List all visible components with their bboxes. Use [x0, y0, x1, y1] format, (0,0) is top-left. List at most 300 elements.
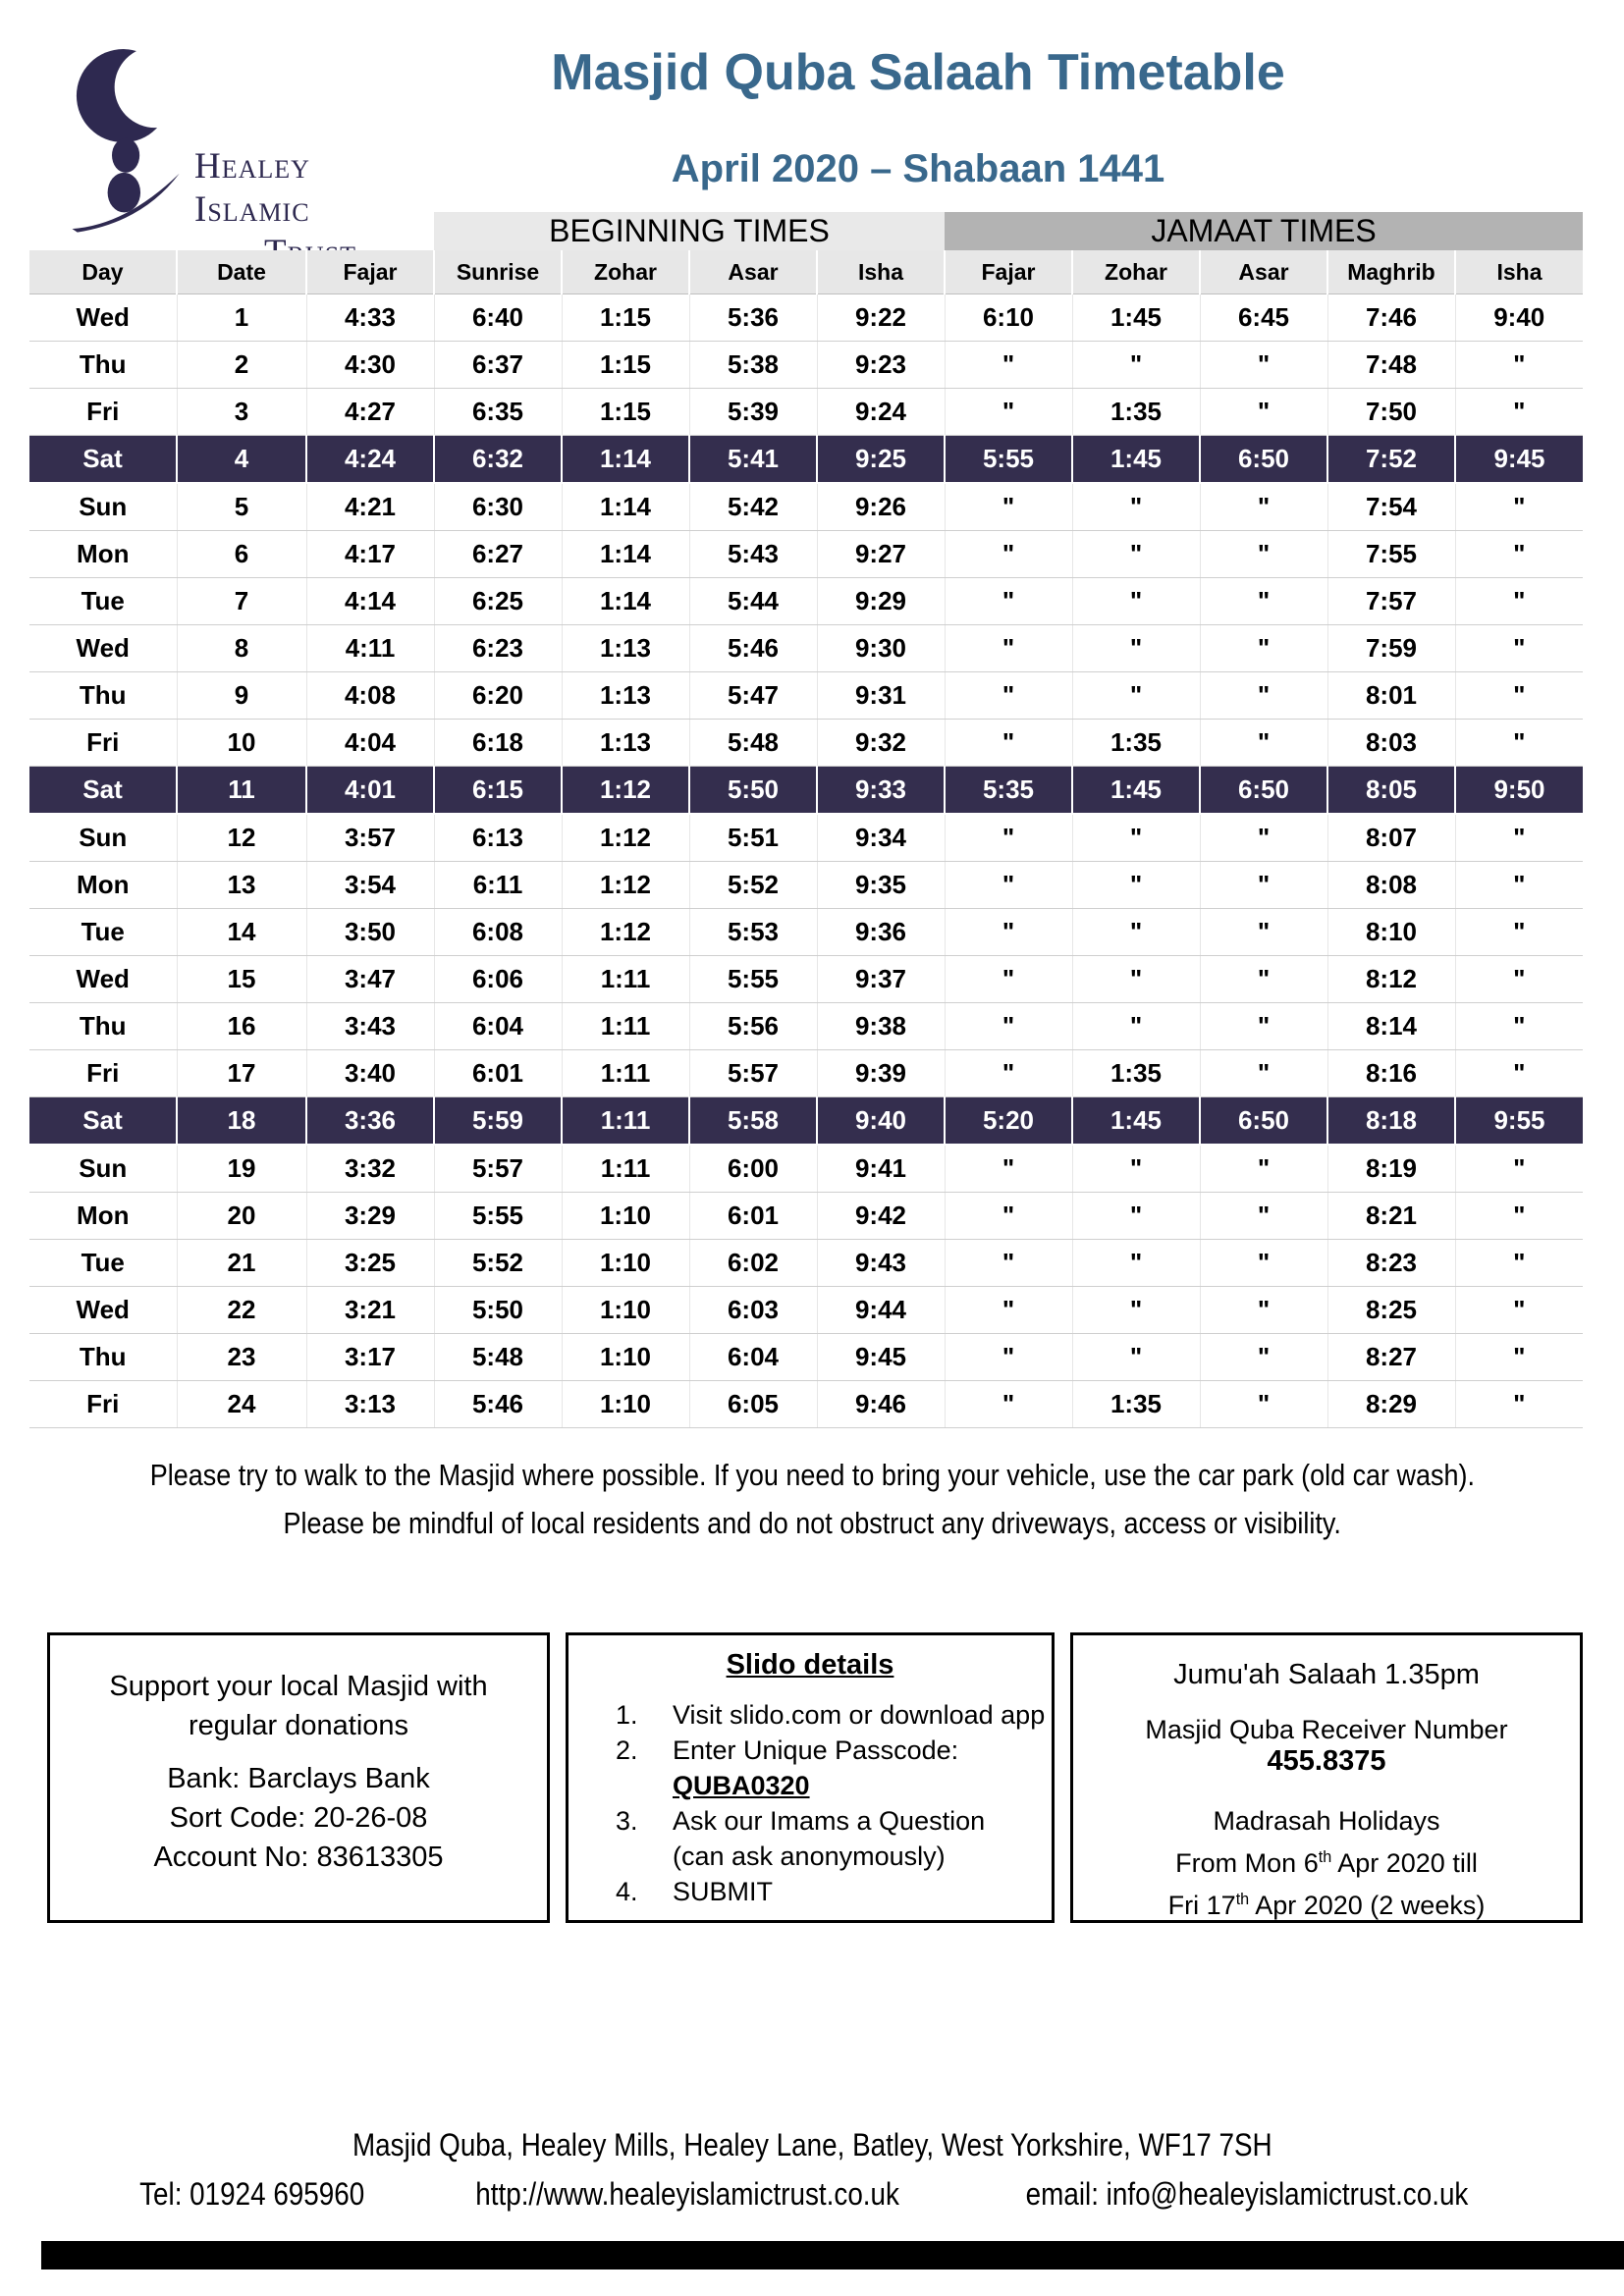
- time-cell: 8:23: [1327, 1240, 1455, 1287]
- day-cell: Tue: [29, 578, 177, 625]
- slido-item-2-text: [673, 1733, 1052, 1803]
- col-header-day: Day: [29, 250, 177, 294]
- time-cell: ": [1072, 862, 1200, 909]
- date-cell: 22: [177, 1287, 306, 1334]
- time-cell: ": [1455, 483, 1583, 531]
- time-cell: 5:43: [689, 531, 817, 578]
- table-row: [29, 862, 1583, 909]
- time-cell: 1:15: [562, 389, 689, 436]
- time-cell: 8:25: [1327, 1287, 1455, 1334]
- day-cell: Sat: [29, 767, 177, 815]
- time-cell: 1:12: [562, 862, 689, 909]
- day-cell: Wed: [29, 625, 177, 672]
- time-cell: 6:04: [689, 1334, 817, 1381]
- day-cell: Thu: [29, 672, 177, 720]
- time-cell: 3:13: [306, 1381, 434, 1428]
- day-cell: Fri: [29, 1050, 177, 1097]
- time-cell: 9:30: [817, 625, 945, 672]
- time-cell: 6:11: [434, 862, 562, 909]
- time-cell: ": [1200, 578, 1327, 625]
- time-cell: ": [945, 862, 1072, 909]
- time-cell: ": [945, 1050, 1072, 1097]
- time-cell: 8:21: [1327, 1193, 1455, 1240]
- slido-item-2-number: 2.: [616, 1735, 638, 1765]
- time-cell: 5:41: [689, 436, 817, 484]
- footer-address: Masjid Quba, Healey Mills, Healey Lane, Batley, West Yorkshire, WF17 7SH: [352, 2127, 1272, 2163]
- time-cell: 1:10: [562, 1287, 689, 1334]
- time-cell: 4:14: [306, 578, 434, 625]
- time-cell: 6:01: [434, 1050, 562, 1097]
- table-row: [29, 483, 1583, 531]
- time-cell: 6:08: [434, 909, 562, 956]
- col-header-jamaat-fajar: Fajar: [945, 250, 1072, 294]
- crescent-beads-icon: [69, 41, 198, 238]
- date-cell: 20: [177, 1193, 306, 1240]
- time-cell: 9:42: [817, 1193, 945, 1240]
- time-cell: 6:25: [434, 578, 562, 625]
- day-cell: Tue: [29, 909, 177, 956]
- slido-anonymous-note: (can ask anonymously): [673, 1842, 946, 1871]
- time-cell: 1:45: [1072, 436, 1200, 484]
- time-cell: 4:30: [306, 342, 434, 389]
- table-row: [29, 720, 1583, 767]
- time-cell: 5:59: [434, 1097, 562, 1146]
- time-cell: ": [1455, 1193, 1583, 1240]
- madrasah-holidays-to: [1073, 1882, 1580, 1924]
- time-cell: 4:08: [306, 672, 434, 720]
- time-cell: 9:45: [1455, 436, 1583, 484]
- time-cell: 6:27: [434, 531, 562, 578]
- day-cell: Tue: [29, 1240, 177, 1287]
- time-cell: ": [1455, 625, 1583, 672]
- slido-item-2: [616, 1733, 1052, 1803]
- jumuah-title: Jumu'ah Salaah 1.35pm: [1173, 1659, 1480, 1690]
- time-cell: 9:26: [817, 483, 945, 531]
- day-cell: Mon: [29, 862, 177, 909]
- time-cell: ": [945, 720, 1072, 767]
- date-cell: 9: [177, 672, 306, 720]
- col-header-jamaat-zohar: Zohar: [1072, 250, 1200, 294]
- date-cell: 11: [177, 767, 306, 815]
- time-cell: 6:40: [434, 294, 562, 342]
- time-cell: 6:37: [434, 342, 562, 389]
- table-row: [29, 814, 1583, 862]
- footer-website: http://www.healeyislamictrust.co.uk: [474, 2176, 899, 2212]
- jamaat-times-band: JAMAAT TIMES: [945, 212, 1583, 250]
- time-cell: 5:57: [434, 1145, 562, 1193]
- time-cell: 1:10: [562, 1381, 689, 1428]
- date-cell: 1: [177, 294, 306, 342]
- time-cell: 1:11: [562, 1050, 689, 1097]
- time-cell: ": [945, 1287, 1072, 1334]
- time-cell: 9:29: [817, 578, 945, 625]
- time-cell: ": [945, 909, 1072, 956]
- time-cell: 9:46: [817, 1381, 945, 1428]
- time-cell: ": [1200, 720, 1327, 767]
- table-row: [29, 578, 1583, 625]
- time-cell: 6:35: [434, 389, 562, 436]
- time-cell: 1:11: [562, 1097, 689, 1146]
- time-cell: ": [1072, 672, 1200, 720]
- table-row: [29, 1097, 1583, 1146]
- time-cell: 8:29: [1327, 1381, 1455, 1428]
- time-cell: 5:53: [689, 909, 817, 956]
- time-cell: 6:50: [1200, 436, 1327, 484]
- time-cell: ": [1455, 1287, 1583, 1334]
- time-cell: ": [1455, 389, 1583, 436]
- time-cell: 7:57: [1327, 578, 1455, 625]
- time-cell: ": [1200, 1381, 1327, 1428]
- time-cell: 4:11: [306, 625, 434, 672]
- day-cell: Mon: [29, 531, 177, 578]
- col-header-jamaat-asar: Asar: [1200, 250, 1327, 294]
- time-cell: ": [1072, 483, 1200, 531]
- day-cell: Fri: [29, 389, 177, 436]
- time-cell: ": [1200, 672, 1327, 720]
- time-cell: 8:27: [1327, 1334, 1455, 1381]
- madrasah-holidays-from: [1073, 1840, 1580, 1882]
- time-cell: 7:50: [1327, 389, 1455, 436]
- time-cell: ": [1455, 1003, 1583, 1050]
- time-cell: 1:14: [562, 436, 689, 484]
- time-cell: 6:01: [689, 1193, 817, 1240]
- time-cell: ": [1072, 531, 1200, 578]
- donations-bank: Bank: Barclays Bank: [167, 1763, 430, 1794]
- col-header-isha: Isha: [817, 250, 945, 294]
- time-cell: 5:48: [434, 1334, 562, 1381]
- table-row: [29, 672, 1583, 720]
- slido-item-4-number: 4.: [616, 1877, 638, 1906]
- time-cell: 1:45: [1072, 294, 1200, 342]
- time-cell: ": [1455, 672, 1583, 720]
- time-cell: 1:10: [562, 1334, 689, 1381]
- bottom-divider-bar: [41, 2241, 1624, 2269]
- time-cell: ": [1455, 531, 1583, 578]
- time-cell: 4:04: [306, 720, 434, 767]
- table-row: [29, 1003, 1583, 1050]
- time-cell: ": [1200, 1003, 1327, 1050]
- time-cell: ": [1072, 1145, 1200, 1193]
- col-header-asar: Asar: [689, 250, 817, 294]
- slido-item-1-number: 1.: [616, 1700, 638, 1730]
- table-row: [29, 1287, 1583, 1334]
- donations-heading-line1: Support your local Masjid with: [109, 1671, 488, 1702]
- time-cell: 5:44: [689, 578, 817, 625]
- col-header-date: Date: [177, 250, 306, 294]
- time-cell: 1:12: [562, 767, 689, 815]
- time-cell: 5:52: [434, 1240, 562, 1287]
- time-cell: 1:11: [562, 1145, 689, 1193]
- page-subtitle: April 2020 – Shabaan 1441: [671, 147, 1165, 190]
- time-cell: ": [1200, 389, 1327, 436]
- table-row: [29, 389, 1583, 436]
- page-title: Masjid Quba Salaah Timetable: [551, 44, 1285, 101]
- time-cell: 3:29: [306, 1193, 434, 1240]
- time-cell: 3:57: [306, 814, 434, 862]
- time-cell: 1:14: [562, 578, 689, 625]
- time-cell: ": [1200, 1287, 1327, 1334]
- timetable-body: [29, 294, 1583, 1428]
- time-cell: ": [1455, 1334, 1583, 1381]
- table-row: [29, 436, 1583, 484]
- date-cell: 13: [177, 862, 306, 909]
- time-cell: ": [1072, 625, 1200, 672]
- day-cell: Sat: [29, 436, 177, 484]
- time-cell: 6:02: [689, 1240, 817, 1287]
- time-cell: 9:55: [1455, 1097, 1583, 1146]
- table-row: [29, 1193, 1583, 1240]
- donations-heading-line2: regular donations: [188, 1710, 409, 1741]
- time-cell: 1:14: [562, 531, 689, 578]
- date-cell: 17: [177, 1050, 306, 1097]
- time-cell: ": [1072, 1003, 1200, 1050]
- time-cell: ": [1455, 956, 1583, 1003]
- col-header-zohar: Zohar: [562, 250, 689, 294]
- time-cell: 5:46: [689, 625, 817, 672]
- time-cell: 9:45: [817, 1334, 945, 1381]
- time-cell: ": [1200, 342, 1327, 389]
- time-cell: 3:50: [306, 909, 434, 956]
- date-cell: 8: [177, 625, 306, 672]
- time-cell: ": [1455, 720, 1583, 767]
- time-cell: 9:40: [1455, 294, 1583, 342]
- time-cell: 4:01: [306, 767, 434, 815]
- slido-item-4-text: SUBMIT: [673, 1877, 774, 1906]
- time-cell: 9:22: [817, 294, 945, 342]
- time-cell: 1:35: [1072, 720, 1200, 767]
- time-cell: 6:10: [945, 294, 1072, 342]
- time-cell: 1:15: [562, 294, 689, 342]
- time-cell: 1:45: [1072, 1097, 1200, 1146]
- time-cell: 5:38: [689, 342, 817, 389]
- table-row: [29, 1145, 1583, 1193]
- time-cell: ": [1072, 578, 1200, 625]
- time-cell: ": [945, 578, 1072, 625]
- time-cell: 9:31: [817, 672, 945, 720]
- time-cell: ": [1072, 1334, 1200, 1381]
- slido-title: Slido details: [726, 1649, 894, 1681]
- time-cell: 9:34: [817, 814, 945, 862]
- donations-box: [47, 1632, 550, 1923]
- time-cell: ": [945, 1003, 1072, 1050]
- slido-passcode-label: Enter Unique Passcode:: [673, 1735, 959, 1765]
- day-cell: Fri: [29, 1381, 177, 1428]
- time-cell: ": [945, 1381, 1072, 1428]
- time-cell: ": [945, 531, 1072, 578]
- time-cell: ": [1455, 814, 1583, 862]
- time-cell: 3:25: [306, 1240, 434, 1287]
- beginning-times-band: BEGINNING TIMES: [434, 212, 945, 250]
- time-cell: 1:35: [1072, 1381, 1200, 1428]
- time-cell: 7:59: [1327, 625, 1455, 672]
- time-cell: ": [1200, 1334, 1327, 1381]
- time-cell: ": [1072, 1240, 1200, 1287]
- time-cell: 5:55: [434, 1193, 562, 1240]
- time-cell: 7:55: [1327, 531, 1455, 578]
- time-cell: 4:24: [306, 436, 434, 484]
- day-cell: Fri: [29, 720, 177, 767]
- time-cell: ": [1455, 342, 1583, 389]
- time-cell: ": [1455, 909, 1583, 956]
- time-cell: ": [1072, 814, 1200, 862]
- footer-email: email: info@healeyislamictrust.co.uk: [1025, 2176, 1468, 2212]
- day-cell: Mon: [29, 1193, 177, 1240]
- time-cell: 9:50: [1455, 767, 1583, 815]
- time-cell: 9:33: [817, 767, 945, 815]
- time-cell: ": [1200, 1193, 1327, 1240]
- receiver-label: Masjid Quba Receiver Number: [1145, 1715, 1508, 1744]
- time-cell: 3:54: [306, 862, 434, 909]
- time-cell: 5:56: [689, 1003, 817, 1050]
- time-cell: 6:00: [689, 1145, 817, 1193]
- time-cell: 5:52: [689, 862, 817, 909]
- time-cell: 6:23: [434, 625, 562, 672]
- time-cell: 9:25: [817, 436, 945, 484]
- col-header-maghrib: Maghrib: [1327, 250, 1455, 294]
- time-cell: ": [1200, 956, 1327, 1003]
- time-cell: ": [1455, 1381, 1583, 1428]
- time-cell: 3:21: [306, 1287, 434, 1334]
- time-cell: 6:18: [434, 720, 562, 767]
- parking-note-line1: Please try to walk to the Masjid where possible. If you need to bring your vehicle, use the car park (old car wash).: [149, 1458, 1475, 1492]
- madrasah-holidays-title: Madrasah Holidays: [1213, 1806, 1440, 1836]
- time-cell: ": [1200, 531, 1327, 578]
- date-cell: 5: [177, 483, 306, 531]
- date-cell: 18: [177, 1097, 306, 1146]
- time-cell: ": [945, 1334, 1072, 1381]
- date-cell: 12: [177, 814, 306, 862]
- footer: [0, 2120, 1624, 2218]
- time-cell: 6:13: [434, 814, 562, 862]
- time-cell: 8:01: [1327, 672, 1455, 720]
- time-cell: ": [945, 672, 1072, 720]
- time-cell: 7:54: [1327, 483, 1455, 531]
- time-cell: 8:18: [1327, 1097, 1455, 1146]
- time-cell: 1:35: [1072, 389, 1200, 436]
- day-cell: Sun: [29, 1145, 177, 1193]
- time-cell: ": [1072, 1287, 1200, 1334]
- time-cell: 6:06: [434, 956, 562, 1003]
- time-cell: 6:30: [434, 483, 562, 531]
- time-cell: 4:17: [306, 531, 434, 578]
- time-cell: 4:33: [306, 294, 434, 342]
- time-cell: 8:14: [1327, 1003, 1455, 1050]
- time-cell: 3:43: [306, 1003, 434, 1050]
- time-cell: ": [1455, 1050, 1583, 1097]
- table-row: [29, 1334, 1583, 1381]
- day-cell: Thu: [29, 1334, 177, 1381]
- holiday-from-text: From Mon 6: [1175, 1848, 1319, 1878]
- date-cell: 7: [177, 578, 306, 625]
- slido-passcode: QUBA0320: [673, 1771, 810, 1800]
- time-cell: 6:50: [1200, 1097, 1327, 1146]
- time-cell: ": [945, 389, 1072, 436]
- col-header-jamaat-isha: Isha: [1455, 250, 1583, 294]
- time-cell: 7:48: [1327, 342, 1455, 389]
- time-cell: 7:46: [1327, 294, 1455, 342]
- day-cell: Wed: [29, 294, 177, 342]
- table-row: [29, 342, 1583, 389]
- time-cell: 1:12: [562, 909, 689, 956]
- time-cell: ": [945, 625, 1072, 672]
- time-cell: ": [1072, 1193, 1200, 1240]
- parking-note: [0, 1451, 1624, 1547]
- table-row: [29, 1240, 1583, 1287]
- day-cell: Sun: [29, 483, 177, 531]
- time-cell: 1:12: [562, 814, 689, 862]
- date-cell: 23: [177, 1334, 306, 1381]
- col-header-fajar: Fajar: [306, 250, 434, 294]
- day-cell: Wed: [29, 956, 177, 1003]
- table-row: [29, 956, 1583, 1003]
- time-cell: 8:07: [1327, 814, 1455, 862]
- holiday-from-ordinal: th: [1318, 1848, 1332, 1866]
- time-cell: 5:42: [689, 483, 817, 531]
- time-cell: ": [945, 1193, 1072, 1240]
- donations-sort-code: Sort Code: 20-26-08: [169, 1802, 428, 1834]
- time-cell: ": [945, 814, 1072, 862]
- slido-item-1: [616, 1697, 1052, 1733]
- time-cell: 9:35: [817, 862, 945, 909]
- logo-name-line1: Healey Islamic: [194, 146, 310, 230]
- slido-item-3-text: [673, 1803, 1052, 1874]
- time-cell: ": [1200, 814, 1327, 862]
- time-cell: 3:40: [306, 1050, 434, 1097]
- time-cell: 5:35: [945, 767, 1072, 815]
- time-cell: 1:13: [562, 720, 689, 767]
- time-cell: ": [1072, 342, 1200, 389]
- time-cell: 5:20: [945, 1097, 1072, 1146]
- table-row: [29, 531, 1583, 578]
- time-cell: 1:10: [562, 1240, 689, 1287]
- time-cell: 5:57: [689, 1050, 817, 1097]
- time-cell: 5:50: [434, 1287, 562, 1334]
- time-cell: ": [1200, 625, 1327, 672]
- footer-tel: Tel: 01924 695960: [139, 2176, 365, 2212]
- donations-account: Account No: 83613305: [153, 1842, 444, 1873]
- time-cell: 8:08: [1327, 862, 1455, 909]
- receiver-number: 455.8375: [1267, 1745, 1386, 1777]
- time-cell: 6:05: [689, 1381, 817, 1428]
- time-cell: 1:11: [562, 956, 689, 1003]
- holiday-to-ordinal: th: [1235, 1891, 1250, 1908]
- time-cell: 1:14: [562, 483, 689, 531]
- time-cell: 8:05: [1327, 767, 1455, 815]
- time-cell: 5:55: [945, 436, 1072, 484]
- time-cell: 1:10: [562, 1193, 689, 1240]
- date-cell: 10: [177, 720, 306, 767]
- slido-item-3-number: 3.: [616, 1806, 638, 1836]
- jumuah-box: [1070, 1632, 1583, 1923]
- time-cell: 9:27: [817, 531, 945, 578]
- time-cell: 6:15: [434, 767, 562, 815]
- time-cell: 3:32: [306, 1145, 434, 1193]
- date-cell: 4: [177, 436, 306, 484]
- time-cell: 5:58: [689, 1097, 817, 1146]
- parking-note-line2: Please be mindful of local residents and do not obstruct any driveways, access or visibility.: [283, 1506, 1341, 1540]
- column-header-row: [29, 250, 1583, 294]
- time-cell: 9:32: [817, 720, 945, 767]
- time-cell: ": [1200, 483, 1327, 531]
- time-cell: 4:27: [306, 389, 434, 436]
- date-cell: 14: [177, 909, 306, 956]
- time-cell: 8:12: [1327, 956, 1455, 1003]
- time-cell: 1:15: [562, 342, 689, 389]
- table-row: [29, 1381, 1583, 1428]
- time-cell: 3:36: [306, 1097, 434, 1146]
- date-cell: 24: [177, 1381, 306, 1428]
- time-cell: ": [945, 956, 1072, 1003]
